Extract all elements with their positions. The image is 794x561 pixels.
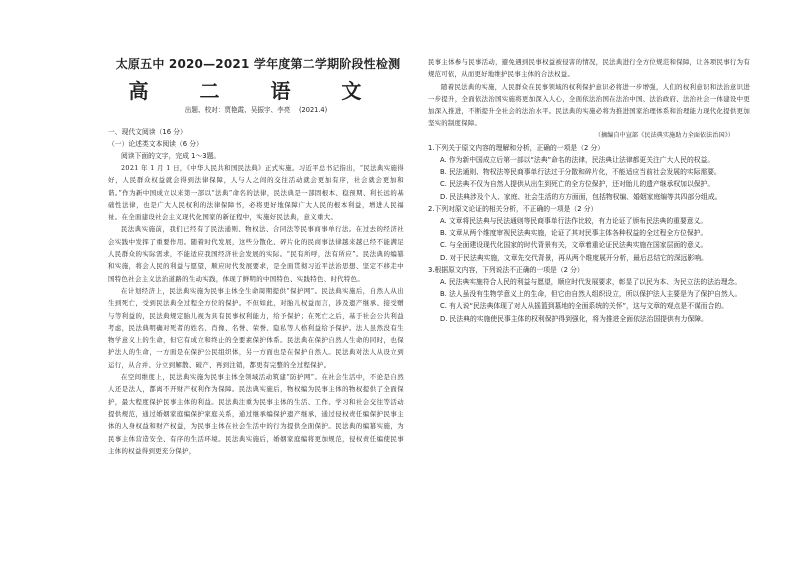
question-2-option-c: C. 与全面建设现代化国家的时代背景有关，文章着重论证民法典实施在国家层面的意义。: [440, 241, 708, 250]
question-2: 2.下列对原文论证的相关分析，不正确的一项是（2 分）: [428, 204, 598, 213]
question-1-option-b: B. 民法通则、物权法等民商事单行法过于分散和碎片化，不能适应当前社会发展的实际需要。: [440, 168, 721, 177]
question-1-option-d: D. 民法典涉及个人、家庭、社会生活的方方面面，包括物权编、婚姻家庭编等共四部分组成。: [440, 192, 722, 201]
question-2-option-b: B. 文章从两个维度审视民法典实施，论证了其对民事主体各种权益的全过程全方位保护。: [440, 229, 708, 238]
right-column: [428, 56, 750, 325]
question-3-option-a: A. 民法典实施符合人民的利益与愿望，顺应时代发展要求，彰显了以民为本、为民立法的法治理念。: [440, 278, 742, 287]
passage-paragraph: 民事主体参与民事活动，避免遇到民事权益被侵害的情况，民法典进行全方位规范和保障，让各项民事行为有规范可依，从而更好地维护民事主体的合法权益。: [428, 58, 750, 79]
question-3-option-b: B. 法人虽没有生物学意义上的生命，但它由自然人组织设立，所以保护法人主要是为了保护自然人。: [440, 290, 742, 299]
instruction: 阅读下面的文字，完成 1～3题。: [121, 152, 221, 160]
passage-paragraph: 随着民法典的实施，人民群众在民事领域的权利保护意识必将进一步增强，人们的权利意识和法治意识进一步提升，全面依法治国实施将更加深入人心，全面依法治国在法治中国、法治政府、法治社会一体建设中更加深入推进，不断提升全社会的法治水平。民法典的实施必将为推进国家治理体系和治理能力现代化提供更加坚实的制度保障。: [428, 82, 750, 128]
question-3-option-d: D. 民法典的实施使民事主体的权利保护得到强化，将为推进全面依法治国提供有力保障。: [440, 314, 708, 323]
question-1-option-a: A. 作为新中国成立后第一部以“法典”命名的法律，民法典让法律都更关注广大人民的权益。: [440, 155, 715, 164]
left-column: [108, 126, 404, 457]
passage-paragraph: 在计划经济上，民法典实施为民事主体全生命周期提供“保护网”。民法典实施后，自然人从出生到死亡，受到民法典全过程全方位的保护。不但如此，对胎儿权益而言，涉及遗产继承、接受赠与等利益的，民法典规定胎儿视为具有民事权利能力，给予保护；在死亡之后，基于社会公共利益考虑，民法典明确对死者的姓名、肖像、名誉、荣誉、隐私等人格利益给予保护。法人虽然没有生物学意义上的生命，但它有成立和终止的全要素保护体系。民法典在保护自然人生命的同时，也保护法人的生命，一方面是在保护公民组织体，另一方面也是在保护自然人。民法典对法人从设立到运行，从合并、分立到解散、破产、再到注销，都更有完整的全过程保护。: [108, 286, 404, 369]
question-2-option-d: D. 对于民法典实施，文章先交代背景，再从两个维度展开分析，最后总结它的深远影响。: [440, 253, 708, 262]
subsection-heading: （一）论述类文本阅读（6 分）: [108, 140, 203, 148]
source-note: （摘编自中宣部《民法典实施助力全面依法治国》）: [594, 131, 734, 139]
section-heading: 一、现代文阅读（16 分）: [108, 128, 187, 136]
authors-line: 出题、校对：贾艳霞、吴振宇、李亮 (2021.4): [184, 106, 328, 114]
question-3-option-c: C. 有人说“民法典体现了对人从摇篮到墓地的全面系统的关怀”，这与文章的观点是不谋而合的。: [440, 302, 728, 311]
question-1-option-c: C. 民法典不仅为自然人提供从出生到死亡的全方位保护，还对胎儿的遗产继承权加以保护。: [440, 180, 715, 189]
subject-title: 高 二 语 文: [128, 79, 384, 103]
question-2-option-a: A. 文章将民法典与民法通则等民商事单行法作比较，有力论证了颁布民法典的重要意义。: [440, 217, 708, 225]
question-1: 1.下列关于原文内容的理解和分析，正确的一项是（2 分）: [428, 143, 605, 152]
exam-title: 太原五中 2020—2021 学年度第二学期阶段性检测: [115, 57, 401, 71]
passage-paragraph: 2021 年 1 月 1 日，《中华人民共和国民法典》正式实施。习近平总书记指出，“民法典实施得好，人民群众权益就会得到法律保障，人与人之间的交往活动就会更加有序，社会就会更加和谐。”作为新中国成立以来第一部以“法典”命名的法律，民法典是一部固根本、稳预期、利长远的基础性法律，也是广大人民权利的法律保障书，必将更好地保障广大人民的根本利益，增进人民福祉。在全面建设社会主义现代化国家的新征程中，实施好民法典，意义重大。: [108, 164, 404, 222]
passage-paragraph: 在空间维度上，民法典实施为民事主体全领域活动筑建“防护网”。在社会生活中，不论是自然人还是法人，都离不开财产权利作为保障。民法典实施后，物权编为民事主体的物权提供了全面保护，最大程度保护民事主体的利益。民法典注重为民事主体的生活、工作、学习和社会交往等活动提供规范，通过婚姻家庭编保护家庭关系，通过继承编保护遗产继承，通过侵权责任编保护民事主体的人身权益和财产权益，为民事主体在社会生活中的行为提供全面保护。民法典的编纂实施，为民事主体营造安全、有序的生活环境。民法典实施后，婚姻家庭编将更加规范，侵权责任编使民事主体的权益得到更充分保护，: [108, 373, 404, 455]
question-3: 3.根据原文内容，下列说法不正确的一项是（2 分）: [428, 265, 584, 274]
passage-paragraph: 民法典实施前，我们已经有了民法通则、物权法、合同法等民事商事单行法。在过去的经济社会实践中发挥了重要作用。随着时代发展，这些分散化、碎片化的民商事法律越来越已经不能满足人民群众的实际需求，不能适应我国经济社会发展的实际。“民有所呼，法有所应”。民法典的编纂和实施，将会人民的利益与愿望，顺应时代发展要求，是全面贯彻习近平法治思想、坚定不移走中国特色社会主义法治道路的生动实践，体现了鲜明的中国特色、实践特色、时代特色。: [108, 225, 404, 283]
